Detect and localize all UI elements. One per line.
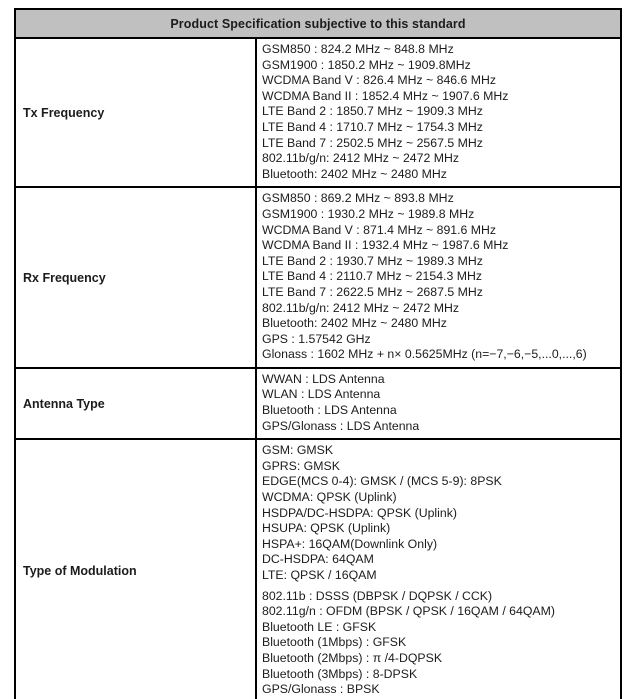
row-value-cell <box>257 39 620 186</box>
spec-line: LTE Band 7 : 2622.5 MHz ~ 2687.5 MHz <box>262 284 483 299</box>
spec-line-group <box>262 191 616 363</box>
spec-line: WCDMA Band V : 826.4 MHz ~ 846.6 MHz <box>262 73 497 88</box>
row-label-cell <box>16 440 257 699</box>
spec-line: WCDMA: QPSK (Uplink) <box>262 490 397 505</box>
spec-line: HSUPA: QPSK (Uplink) <box>262 521 391 536</box>
spec-table <box>14 8 622 699</box>
spec-line: LTE Band 7 : 2502.5 MHz ~ 2567.5 MHz <box>262 135 483 150</box>
table-row <box>16 369 620 440</box>
spec-line-group <box>262 443 616 583</box>
spec-line: DC-HSDPA: 64QAM <box>262 552 374 567</box>
spec-line: LTE Band 4 : 2110.7 MHz ~ 2154.3 MHz <box>262 269 482 284</box>
spec-line: Bluetooth (3Mbps) : 8-DPSK <box>262 666 418 681</box>
spec-line: WLAN : LDS Antenna <box>262 387 381 402</box>
spec-line: GPS/Glonass : LDS Antenna <box>262 418 420 433</box>
row-value-cell <box>257 440 620 699</box>
spec-line: LTE: QPSK / 16QAM <box>262 568 377 582</box>
spec-line: WCDMA Band II : 1932.4 MHz ~ 1987.6 MHz <box>262 238 509 253</box>
spec-line: GSM850 : 824.2 MHz ~ 848.8 MHz <box>262 42 454 56</box>
spec-line: GPS : 1.57542 GHz <box>262 331 371 346</box>
row-label: Tx Frequency <box>23 105 105 120</box>
spec-line-group <box>262 589 616 698</box>
table-header <box>16 10 620 39</box>
row-label: Rx Frequency <box>23 270 106 285</box>
spec-line: GSM1900 : 1930.2 MHz ~ 1989.8 MHz <box>262 206 475 221</box>
spec-line: GPRS: GMSK <box>262 458 340 473</box>
table-title: Product Specification subjective to this standard <box>170 16 466 31</box>
row-label-cell <box>16 39 257 186</box>
table-row <box>16 188 620 369</box>
spec-line: EDGE(MCS 0-4): GMSK / (MCS 5-9): 8PSK <box>262 474 502 489</box>
spec-line: HSDPA/DC-HSDPA: QPSK (Uplink) <box>262 505 457 520</box>
row-label-cell <box>16 369 257 438</box>
table-row <box>16 39 620 188</box>
spec-line: Bluetooth (1Mbps) : GFSK <box>262 635 407 650</box>
spec-line-group <box>262 42 616 182</box>
row-value-cell <box>257 188 620 367</box>
spec-line: GSM1900 : 1850.2 MHz ~ 1909.8MHz <box>262 57 471 72</box>
spec-line: GSM: GMSK <box>262 443 334 458</box>
spec-line-group <box>262 372 616 434</box>
row-value-cell <box>257 369 620 438</box>
spec-line: LTE Band 4 : 1710.7 MHz ~ 1754.3 MHz <box>262 119 483 134</box>
spec-line: Bluetooth LE : GFSK <box>262 619 377 634</box>
row-label-cell <box>16 188 257 367</box>
spec-line: 802.11g/n : OFDM (BPSK / QPSK / 16QAM / 64QAM) <box>262 604 555 619</box>
spec-line: LTE Band 2 : 1930.7 MHz ~ 1989.3 MHz <box>262 253 483 268</box>
spec-line: 802.11b/g/n: 2412 MHz ~ 2472 MHz <box>262 300 459 315</box>
spec-line: 802.11b : DSSS (DBPSK / DQPSK / CCK) <box>262 588 493 603</box>
row-label: Type of Modulation <box>23 564 137 578</box>
spec-line: GPS/Glonass : BPSK <box>262 682 380 697</box>
spec-line: Glonass : 1602 MHz + n× 0.5625MHz (n=−7,−6,−5,...0,...,6) <box>262 347 587 362</box>
spec-line: WWAN : LDS Antenna <box>262 371 385 386</box>
spec-line: Bluetooth: 2402 MHz ~ 2480 MHz <box>262 316 447 331</box>
row-label: Antenna Type <box>23 396 105 411</box>
spec-line: Bluetooth: 2402 MHz ~ 2480 MHz <box>262 166 447 181</box>
table-row <box>16 440 620 699</box>
spec-line: HSPA+: 16QAM(Downlink Only) <box>262 536 438 551</box>
spec-line: GSM850 : 869.2 MHz ~ 893.8 MHz <box>262 191 454 206</box>
spec-line: Bluetooth (2Mbps) : π /4-DQPSK <box>262 650 443 665</box>
spec-line: LTE Band 2 : 1850.7 MHz ~ 1909.3 MHz <box>262 104 483 119</box>
spec-line: Bluetooth : LDS Antenna <box>262 403 397 418</box>
spec-line: 802.11b/g/n: 2412 MHz ~ 2472 MHz <box>262 151 459 166</box>
spec-line: WCDMA Band V : 871.4 MHz ~ 891.6 MHz <box>262 222 497 237</box>
table-body <box>16 39 620 699</box>
spec-line: WCDMA Band II : 1852.4 MHz ~ 1907.6 MHz <box>262 88 509 103</box>
